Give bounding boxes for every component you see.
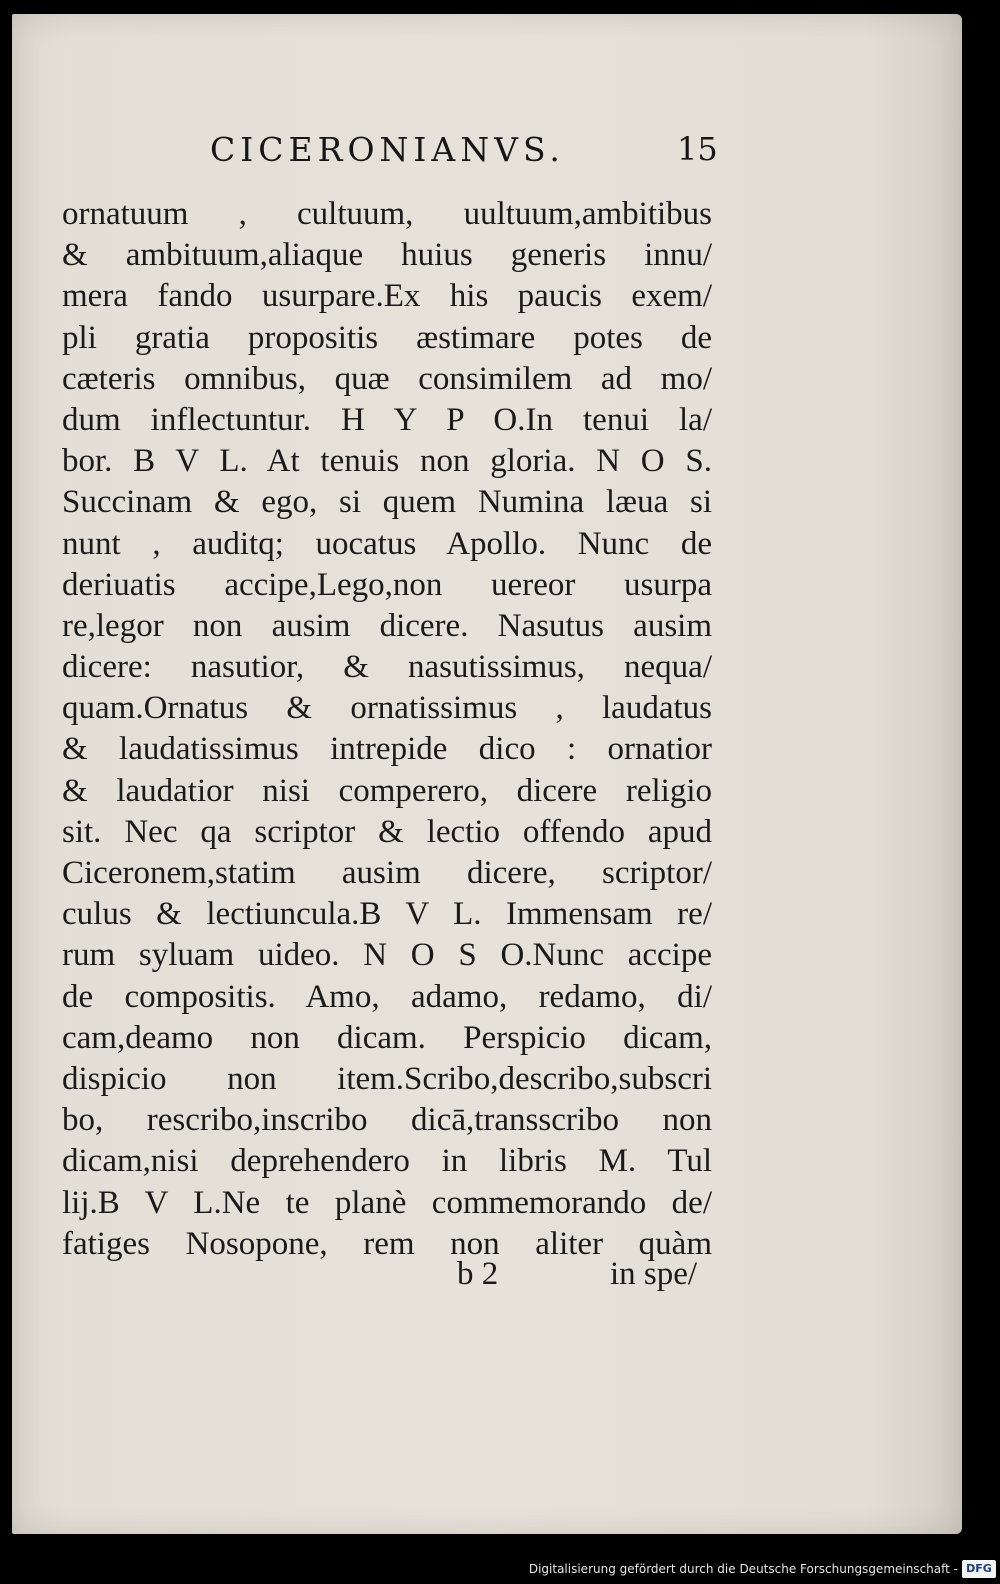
text-line: de compositis. Amo, adamo, redamo, di/	[62, 978, 712, 1015]
footer-band	[0, 1550, 1000, 1584]
text-line: & laudatissimus intrepide dico : ornatior	[62, 731, 712, 768]
signature-line	[62, 1256, 712, 1300]
dfg-logo: DFG	[962, 1560, 996, 1578]
running-head	[12, 130, 962, 186]
digitization-credit: Digitalisierung gefördert durch die Deutsche Forschungsgemeinschaft -	[528, 1562, 958, 1576]
text-line: bor. B V L. At tenuis non gloria. N O S.	[62, 443, 712, 480]
body-text	[62, 194, 712, 1265]
text-line: sit. Nec qa scriptor & lectio offendo apud	[62, 813, 712, 850]
text-line: dum inflectuntur. H Y P O.In tenui la/	[62, 401, 712, 438]
text-line: dispicio non item.Scribo,describo,subscri	[62, 1060, 712, 1097]
text-line: Succinam & ego, si quem Numina læua si	[62, 484, 712, 521]
text-line: & ambituum,aliaque huius generis innu/	[62, 237, 712, 274]
catchword: in spe/	[610, 1256, 698, 1292]
text-line: culus & lectiuncula.B V L. Immensam re/	[62, 896, 712, 933]
text-line: mera fando usurpare.Ex his paucis exem/	[62, 278, 712, 315]
text-line: quam.Ornatus & ornatissimus , laudatus	[62, 690, 712, 727]
text-line: fatiges Nosopone, rem non aliter quàm	[62, 1225, 712, 1262]
text-line: Ciceronem,statim ausim dicere, scriptor/	[62, 855, 712, 891]
page-number: 15	[677, 130, 718, 168]
text-line: & laudatior nisi comperero, dicere religio	[62, 772, 712, 809]
text-line: dicere: nasutior, & nasutissimus, nequa/	[62, 649, 712, 686]
text-line: cam,deamo non dicam. Perspicio dicam,	[62, 1019, 712, 1056]
text-line: rum syluam uideo. N O S O.Nunc accipe	[62, 937, 712, 974]
text-line: lij.B V L.Ne te planè commemorando de/	[62, 1184, 712, 1221]
text-line: re,legor non ausim dicere. Nasutus ausim	[62, 607, 712, 644]
text-line: nunt , auditq; uocatus Apollo. Nunc de	[62, 525, 712, 562]
text-line: bo, rescribo,inscribo dicā,transscribo non	[62, 1102, 712, 1139]
book-page	[12, 14, 962, 1534]
text-line: deriuatis accipe,Lego,non uereor usurpa	[62, 566, 712, 603]
text-line: cæteris omnibus, quæ consimilem ad mo/	[62, 360, 712, 397]
signature-mark: b 2	[457, 1256, 499, 1292]
text-line: dicam,nisi deprehendero in libris M. Tul	[62, 1143, 712, 1180]
running-head-title: CICERONIANVS.	[210, 130, 565, 169]
text-line: pli gratia propositis æstimare potes de	[62, 319, 712, 356]
text-line: ornatuum , cultuum, uultuum,ambitibus	[62, 196, 712, 232]
